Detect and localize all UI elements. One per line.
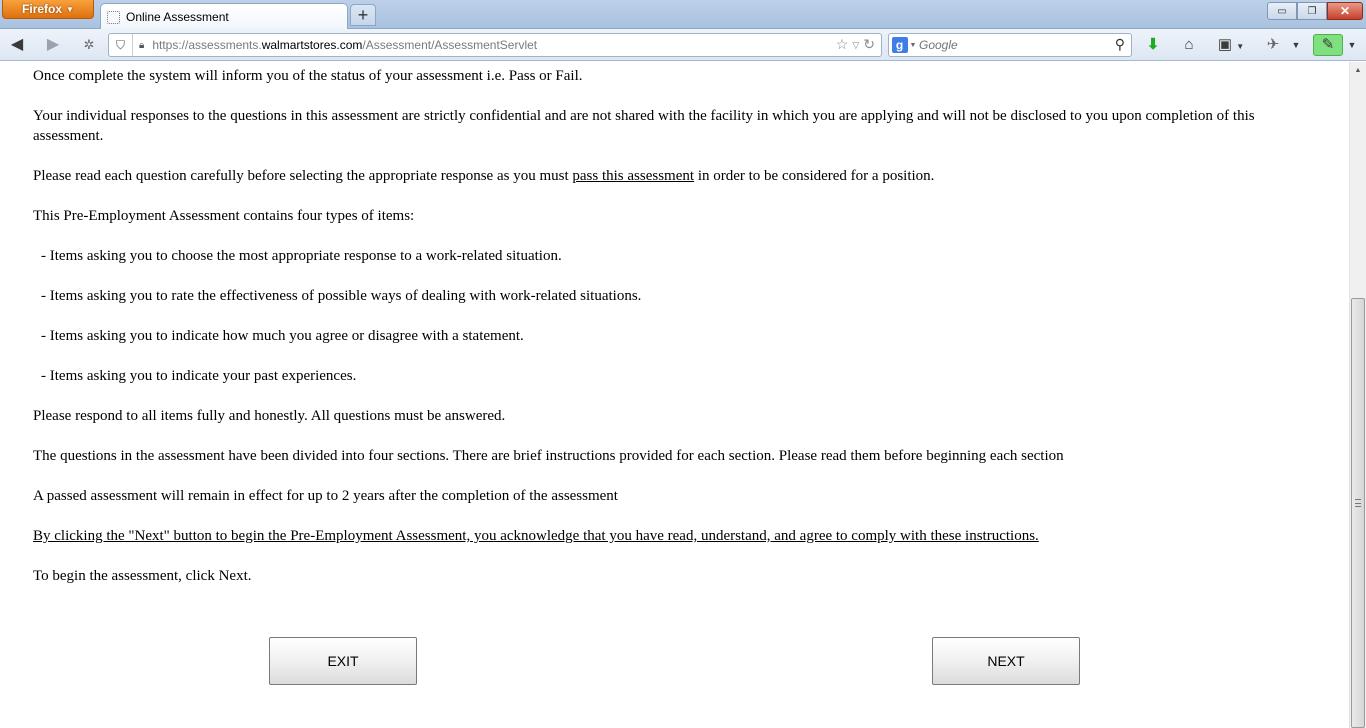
vertical-scrollbar[interactable] — [1349, 62, 1366, 728]
url-domain: walmartstores.com — [261, 38, 363, 52]
search-engine-selector[interactable] — [889, 34, 919, 56]
acknowledgement-paragraph: By clicking the "Next" button to begin the Pre-Employment Assessment, you acknowledge that you have read, understand, and agree to comply with these instructions. — [33, 528, 1039, 544]
tab-online-assessment[interactable] — [100, 3, 348, 30]
url-path: /Assessment/AssessmentServlet — [362, 38, 538, 52]
page-favicon-icon — [107, 11, 120, 24]
validity-paragraph: A passed assessment will remain in effect for up to 2 years after the completion of the assessment — [33, 488, 618, 504]
chevron-down-icon: ▼ — [66, 4, 74, 14]
search-icon[interactable]: ⚲ — [1114, 36, 1125, 52]
page-content — [0, 62, 1349, 728]
home-icon[interactable]: ⌂ — [1184, 36, 1194, 53]
firefox-menu-button[interactable] — [2, 0, 94, 19]
search-bar — [888, 33, 1132, 57]
pass-assessment-emphasis: pass this assessment — [572, 168, 695, 184]
item-types-paragraph: This Pre-Employment Assessment contains four types of items: — [33, 208, 415, 224]
list-item: - Items asking you to indicate how much you agree or disagree with a statement. — [41, 328, 524, 344]
restore-button[interactable]: ❐ — [1297, 2, 1327, 20]
firefox-menu-label: Firefox — [22, 2, 63, 16]
close-button[interactable]: ✕ — [1327, 2, 1363, 20]
bookmarks-menu-icon[interactable]: ▣ ▼ — [1217, 36, 1245, 53]
read-carefully-paragraph — [33, 166, 1323, 186]
url-prefix: https://assessments. — [152, 38, 262, 52]
url-text[interactable] — [152, 38, 537, 52]
next-button[interactable]: NEXT — [932, 637, 1080, 685]
read-carefully-text-start: Please read each question carefully before selecting the appropriate response as you must — [33, 168, 573, 184]
status-paragraph: Once complete the system will inform you of the status of your assessment i.e. Pass or Fail. — [33, 68, 583, 84]
exit-button[interactable]: EXIT — [269, 637, 417, 685]
bookmark-star-icon[interactable]: ☆ — [835, 36, 849, 52]
begin-paragraph: To begin the assessment, click Next. — [33, 568, 252, 584]
confidentiality-paragraph: Your individual responses to the questions in this assessment are strictly confidential and are not shared with the facility in which you are applying and will not be disclosed to you upon completion of this assessment. — [33, 108, 1255, 144]
minimize-button[interactable]: ▭ — [1267, 2, 1297, 20]
addon-bar-icon[interactable]: ✲ — [83, 37, 95, 52]
url-dropdown-icon[interactable]: ▽ — [852, 40, 860, 50]
list-item: - Items asking you to choose the most appropriate response to a work-related situation. — [41, 248, 562, 264]
scrollbar-grip-icon — [1355, 499, 1361, 507]
shield-icon[interactable]: ⛉ — [109, 34, 133, 56]
respond-paragraph: Please respond to all items fully and honestly. All questions must be answered. — [33, 408, 506, 424]
list-item: - Items asking you to rate the effectiveness of possible ways of dealing with work-related situations. — [41, 288, 642, 304]
addon-icon[interactable]: ✈ — [1266, 36, 1280, 53]
list-item: - Items asking you to indicate your past experiences. — [41, 368, 357, 384]
read-carefully-text-end: in order to be considered for a position. — [694, 168, 935, 184]
google-icon: g — [892, 37, 908, 53]
download-arrow-icon[interactable]: ⬇ — [1146, 36, 1160, 53]
new-tab-button[interactable]: + — [350, 4, 376, 26]
sections-paragraph: The questions in the assessment have been divided into four sections. There are brief instructions provided for each section. Please read them before beginning each section — [33, 448, 1064, 464]
lock-icon[interactable]: 🔒︎ — [139, 39, 145, 51]
title-bar — [0, 0, 1366, 29]
url-bar[interactable] — [108, 33, 882, 57]
reload-icon[interactable]: ↻ — [863, 36, 875, 52]
back-arrow-icon[interactable]: ◀ — [10, 36, 24, 53]
forward-arrow-icon[interactable]: ▶ — [46, 36, 60, 53]
tab-title: Online Assessment — [126, 10, 229, 24]
chevron-down-icon[interactable]: ▼ — [1291, 40, 1301, 50]
chevron-down-icon[interactable]: ▼ — [1347, 40, 1357, 50]
chevron-down-icon: ▼ — [909, 41, 917, 49]
scrollbar-thumb[interactable] — [1351, 298, 1365, 728]
eyedropper-icon[interactable]: ✎ — [1313, 34, 1343, 56]
scroll-up-arrow-icon[interactable]: ▲ — [1354, 67, 1362, 74]
navigation-toolbar — [0, 29, 1366, 61]
search-input[interactable] — [919, 38, 1099, 52]
url-actions — [836, 36, 875, 54]
